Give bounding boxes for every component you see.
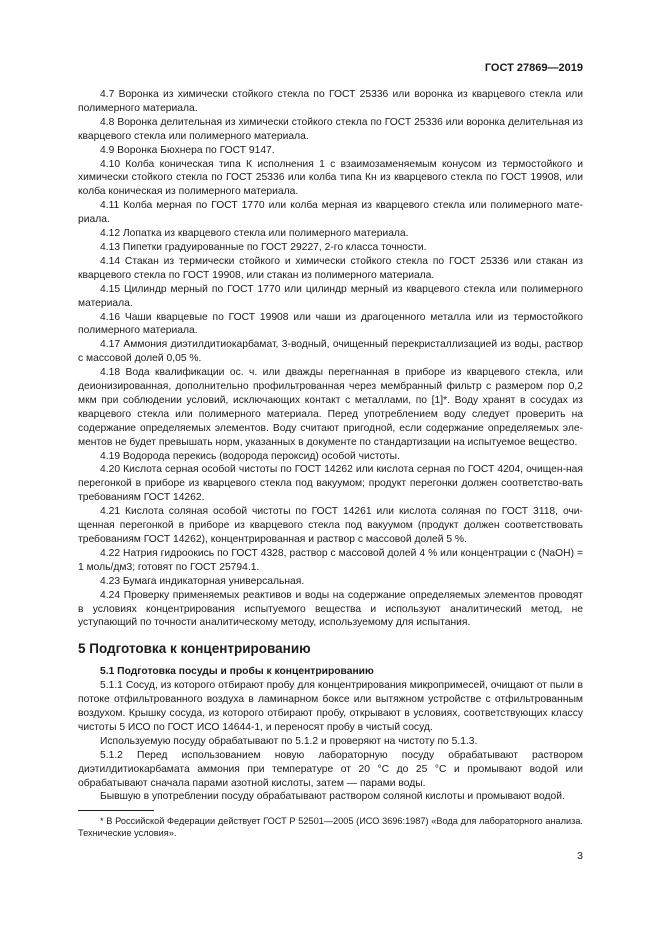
- subsection-5-1-heading: 5.1 Подготовка посуды и пробы к концентрированию: [100, 666, 374, 678]
- paragraph: 4.10 Колба коническая типа К исполнения 1 с взаимозаменяемым конусом из термостойкого и химически стойкого стекла по ГОСТ 25336 или колба типа Кн из кварцевого стекла по ГОСТ 19908, или колба коническая из полимерного материала.: [78, 158, 583, 198]
- paragraph: 5.1.2 Перед использованием новую лабораторную посуду обрабатывают раствором диэтилдитиокарбамата аммония при температуре от 20 °C до 25 °C и промывают водой или обрабатывают сначала парами азотной кислоты, затем — парами воды.: [78, 749, 583, 789]
- paragraph: 4.24 Проверку применяемых реактивов и воды на содержание определяемых элементов проводят в условиях концентрирования испытуемого вещества и используют аналитический метод, не уступающий по точности аналитическому методу, используемому для испытания.: [78, 589, 583, 629]
- paragraph: 4.19 Водорода перекись (водорода пероксид) особой чистоты.: [100, 450, 400, 462]
- paragraph: 5.1.1 Сосуд, из которого отбирают пробу для концентрирования микропримесей, очищают от пыли в потоке отфильтрованного воздуха в ламинарном боксе или вытяжном устройстве с отфильтрованным воздухом. Крышку сосуда, из которого отбирают пробу, открывают в условиях, соответствующих классу чистоты 5 ИСО по ГОСТ ИСО 14644-1, и переносят пробу в чистый сосуд.: [78, 680, 583, 733]
- paragraph: 4.16 Чаши кварцевые по ГОСТ 19908 или чаши из драгоценного металла или из термостойкого полимерного материала.: [78, 311, 583, 337]
- paragraph: 4.21 Кислота соляная особой чистоты по ГОСТ 14261 или кислота соляная по ГОСТ 3118, очи-щенная перегонкой в приборе из кварцевого стекла под вакуумом (продукт должен соответствовать требованиям ГОСТ 14262), концентрированная и раствор с массовой долей 5 %.: [78, 506, 583, 545]
- page-number: 3: [577, 850, 583, 862]
- paragraph: 4.8 Воронка делительная из химически стойкого стекла по ГОСТ 25336 или воронка делительная из кварцевого стекла или полимерного материала.: [78, 116, 583, 142]
- paragraph: 4.17 Аммония диэтилдитиокарбамат, 3-водный, очищенный перекристаллизацией из воды, раствор с массовой долей 0,05 %.: [78, 339, 583, 365]
- paragraph: 4.11 Колба мерная по ГОСТ 1770 или колба мерная из кварцевого стекла или полимерного мате-риала.: [78, 200, 583, 226]
- paragraph: Бывшую в употреблении посуду обрабатывают раствором соляной кислоты и промывают водой.: [100, 791, 565, 803]
- footnote-divider: [78, 810, 154, 811]
- paragraph: 4.9 Воронка Бюхнера по ГОСТ 9147.: [100, 144, 275, 156]
- paragraph: 4.13 Пипетки градуированные по ГОСТ 29227, 2-го класса точности.: [100, 241, 427, 253]
- paragraph: 4.23 Бумага индикаторная универсальная.: [100, 575, 305, 587]
- paragraph: Используемую посуду обрабатывают по 5.1.2 и проверяют на чистоту по 5.1.3.: [100, 735, 478, 747]
- paragraph: 4.22 Натрия гидроокись по ГОСТ 4328, раствор с массовой долей 4 % или концентрации c (NaOH) = 1 моль/дм3; готовят по ГОСТ 25794.1.: [78, 547, 583, 573]
- paragraph: 4.18 Вода квалификации ос. ч. или дважды перегнанная в приборе из кварцевого стекла, или деионизированная, дополнительно профильтрованная через мембранный фильтр с размером пор 0,2 мкм при соблюдении условий, исключающих контакт с металлами, по [1]*. Воду хранят в сосудах из кварцевого стекла или полимерного материала. Перед употреблением воду следует проверить на содержание определяемых элементов. Воду считают пригодной, если содержание определяемых эле-ментов не будет превышать норм, указанных в документе по стандартизации на испытуемое вещество.: [78, 367, 583, 448]
- document-body: [78, 88, 583, 804]
- document-code-header: ГОСТ 27869—2019: [484, 62, 583, 74]
- section-5-heading: 5 Подготовка к концентрированию: [78, 641, 311, 657]
- section-5-paragraphs: [78, 679, 583, 804]
- footnote: * В Российской Федерации действует ГОСТ Р 52501—2005 (ИСО 3696:1987) «Вода для лабораторного анализа. Технические условия».: [78, 816, 583, 839]
- paragraph: 4.7 Воронка из химически стойкого стекла по ГОСТ 25336 или воронка из кварцевого стекла или полимерного материала.: [78, 89, 583, 114]
- equipment-reagents-list: [78, 88, 583, 630]
- paragraph: 4.20 Кислота серная особой чистоты по ГОСТ 14262 или кислота серная по ГОСТ 4204, очищен-ная перегонкой в приборе из кварцевого стекла под вакуумом; продукт перегонки должен соответство-вать требованиям ГОСТ 14262.: [78, 464, 583, 504]
- paragraph: 4.15 Цилиндр мерный по ГОСТ 1770 или цилиндр мерный из кварцевого стекла или полимерного материала.: [78, 283, 583, 309]
- paragraph: 4.12 Лопатка из кварцевого стекла или полимерного материала.: [100, 228, 409, 240]
- paragraph: 4.14 Стакан из термически стойкого и химически стойкого стекла по ГОСТ 25336 или стакан из кварцевого стекла по ГОСТ 19908, или стакан из полимерного материала.: [78, 255, 583, 281]
